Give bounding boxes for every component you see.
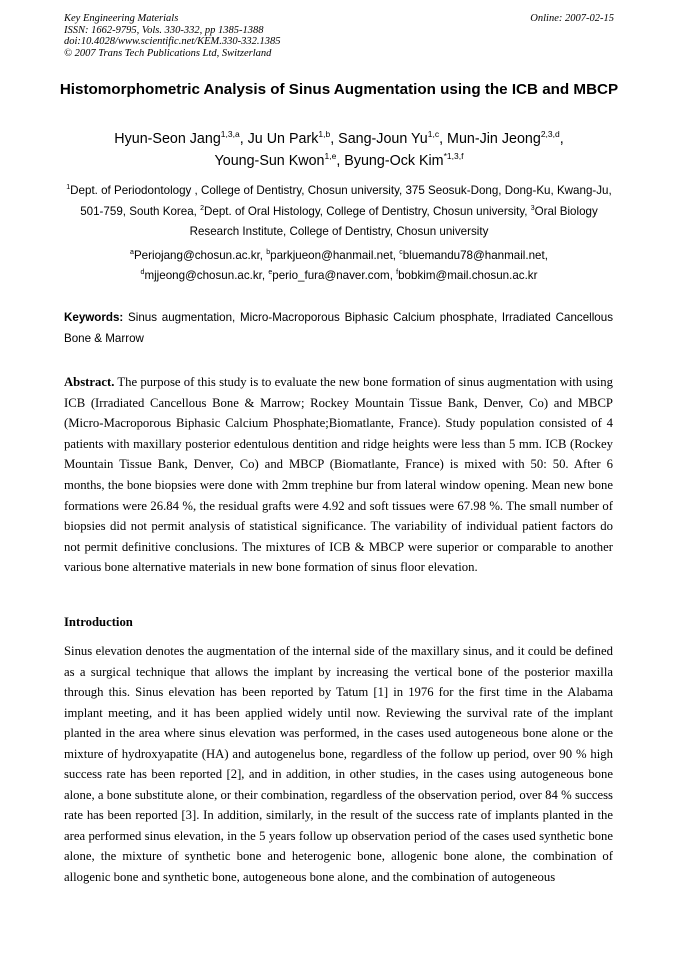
abstract-text: The purpose of this study is to evaluate the new bone formation of sinus augmentation with using ICB (Irradiated Cancellous Bone & Marrow; Rockey Mountain Tissue Bank, Denver, Co) and MBCP (Micro-Macroporous Biphasic Calcium Phosphate;Biomatlante, France). Study population consisted of 4 patients with maxillary posterior edentulous dentition and ridge heights were less than 5 mm. ICB (Rockey Mountain Tissue Bank, Denver, Co) and MBCP (Biomatlante, France) is mixed with 50: 50. After 6 months, the bone biopsies were done with 2mm trephine bur from lateral window opening. Mean new bone formations were 26.84 %, the residual grafts were 4.92 and soft tissues were 67.98 %. The small number of biopsies did not permit analysis of statistical significance. The variability of individual patient factors do not permit definitive conclusions. The mixtures of ICB & MBCP were superior or comparable to another various bone alternative materials in new bone formation of sinus floor elevation. <box>64 375 613 575</box>
issn-line: ISSN: 1662-9795, Vols. 330-332, pp 1385-1388 <box>64 24 264 36</box>
email: $^e$perio_fura@naver.com, <box>268 269 397 282</box>
affiliation: $^1$Dept. of Periodontology , College of Dentistry, Chosun university, 375 Seosuk-Dong, Dong-Ku, Kwang-Ju, 501-759, South Korea, <box>66 184 612 218</box>
keywords <box>64 307 613 349</box>
journal-header <box>64 13 281 59</box>
affiliations <box>56 181 622 243</box>
introduction-text: Sinus elevation denotes the augmentation of the internal side of the maxillary sinus, and it could be defined as a surgical technique that allows the implant by increasing the vertical bone of the posterior maxilla through this. Sinus elevation has been reported by Tatum [1] in 1976 for the first time in the Alabama implant meeting, and it has been applied widely until now. Reviewing the survival rate of the implant planted in the area where sinus elevation was performed, in the cases used autogeneous bone alone or the mixture of hydroxyapatite (HA) and autogenelus bone, regardless of the follow up period, over 90 % high success rate has been reported [2], and in addition, in other studies, in the cases using autogeneous bone alone, a bone substitute alone, or their combination, regardless of the observation period, over 84 % success rate has been reported [3]. In addition, similarly, in the result of the success rate of implants planted in the area performed sinus elevation, in the 5 years follow up observation period of the cases used synthetic bone alone, the mixture of synthetic bone and heterogenic bone, allogenic bone alone, the combination of allogenic bone and synthetic bone, autogeneous bone alone, and the combination of autogeneous <box>64 644 613 885</box>
affiliation: $^3$Oral Biology Research Institute, College of Dentistry, Chosun university <box>189 204 598 238</box>
keywords-text: Sinus augmentation, Micro-Macroporous Biphasic Calcium phosphate, Irradiated Cancellous Bone & Marrow <box>64 311 613 345</box>
email: $^c$bluemandu78@hanmail.net, <box>399 249 548 262</box>
copyright-line: © 2007 Trans Tech Publications Ltd, Switzerland <box>64 47 272 59</box>
section-heading-introduction: Introduction <box>64 615 133 629</box>
author: Hyun-Seon Jang$^{1,3,a}$, <box>114 129 248 147</box>
author: Byung-Ock Kim$^{*1,3,f}$ <box>344 151 464 169</box>
author: Sang-Joun Yu$^{1,c}$, <box>338 129 448 147</box>
author-list <box>40 128 638 172</box>
keywords-label: Keywords: <box>64 311 124 324</box>
affiliation: $^2$Dept. of Oral Histology, College of Dentistry, Chosun university, <box>200 204 531 218</box>
author: Young-Sun Kwon$^{1,e}$, <box>214 151 345 169</box>
email: $^f$bobkim@mail.chosun.ac.kr <box>396 269 538 282</box>
author: Ju Un Park$^{1,b}$, <box>247 129 339 147</box>
journal-name: Key Engineering Materials <box>64 13 179 24</box>
doi-line: doi:10.4028/www.scientific.net/KEM.330-332.1385 <box>64 36 281 48</box>
email: $^d$mjjeong@chosun.ac.kr, <box>140 269 269 282</box>
abstract-label: Abstract. <box>64 375 115 389</box>
author: Mun-Jin Jeong$^{2,3,d}$, <box>447 129 564 147</box>
email: $^b$parkjueon@hanmail.net, <box>266 249 400 262</box>
abstract <box>64 372 613 578</box>
email-list <box>56 246 622 286</box>
paper-title: Histomorphometric Analysis of Sinus Augmentation using the ICB and MBCP <box>59 81 619 98</box>
email: $^a$Periojang@chosun.ac.kr, <box>130 249 267 262</box>
online-date: Online: 2007-02-15 <box>530 13 614 24</box>
